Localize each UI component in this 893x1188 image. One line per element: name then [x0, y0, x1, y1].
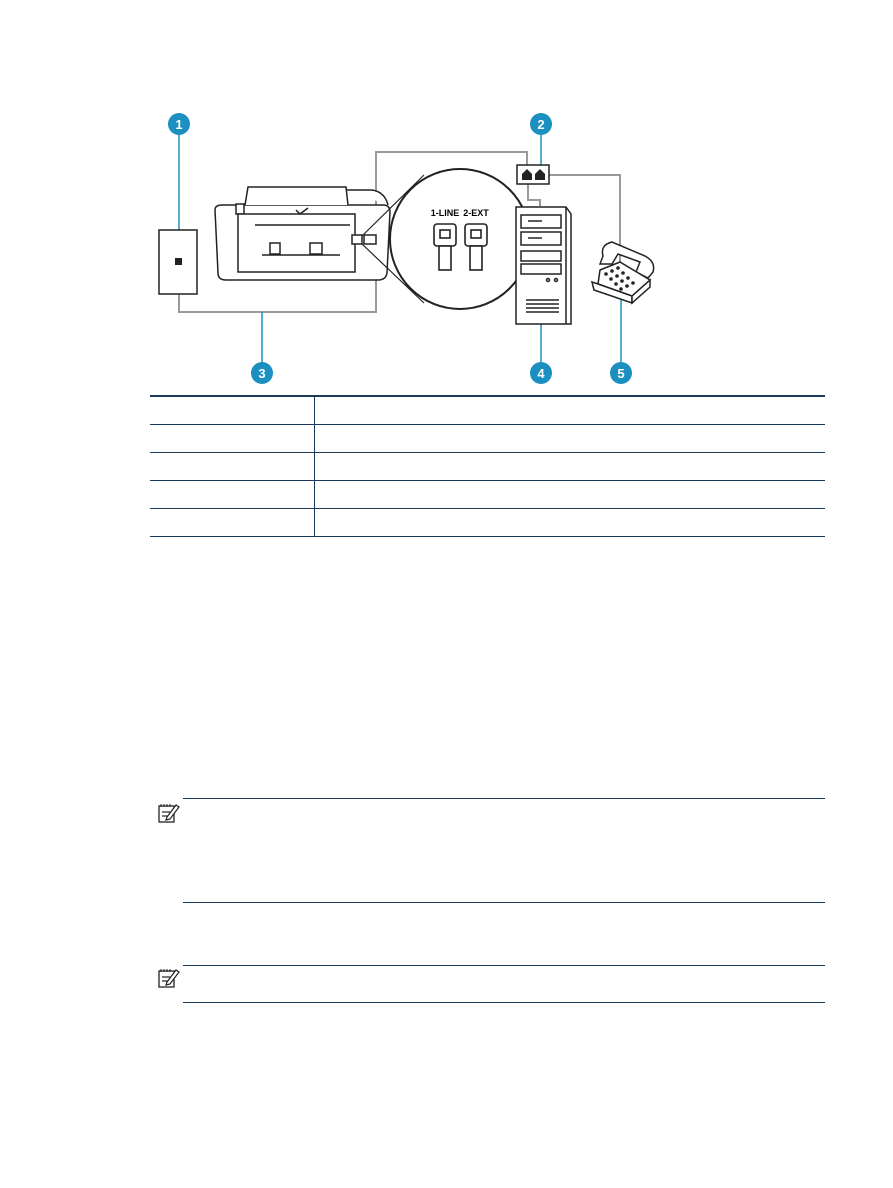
telephone-icon [592, 242, 654, 303]
svg-text:1: 1 [175, 117, 183, 132]
svg-text:5: 5 [617, 366, 625, 381]
legend-row [150, 425, 825, 453]
computer-tower-icon [516, 207, 571, 324]
legend-value [315, 453, 826, 481]
wall-jack-icon [159, 230, 197, 294]
port-label-ext: 2-EXT [463, 208, 489, 218]
legend-row [150, 509, 825, 537]
note-icon [158, 803, 180, 823]
note-icon [158, 968, 180, 988]
legend-row [150, 453, 825, 481]
legend-key [150, 425, 315, 453]
legend-value [315, 425, 826, 453]
note-text [183, 799, 825, 815]
legend-key [150, 509, 315, 537]
legend-value [315, 396, 826, 425]
legend-value [315, 481, 826, 509]
callout-3 [251, 362, 273, 384]
callout-1 [168, 113, 190, 135]
legend-key [150, 396, 315, 425]
svg-text:3: 3 [258, 366, 266, 381]
svg-text:4: 4 [537, 366, 545, 381]
callout-2 [530, 113, 552, 135]
note-box [183, 798, 825, 903]
note-text [183, 966, 825, 982]
callout-4 [530, 362, 552, 384]
legend-table [150, 395, 825, 537]
splitter-icon [517, 165, 549, 184]
legend-key [150, 481, 315, 509]
port-label-line: 1-LINE [430, 208, 460, 218]
legend-row [150, 396, 825, 425]
legend-key [150, 453, 315, 481]
note-box [183, 965, 825, 1003]
callout-5 [610, 362, 632, 384]
legend-value [315, 509, 826, 537]
phone-line-setup-diagram [0, 0, 893, 395]
legend-row [150, 481, 825, 509]
svg-text:2: 2 [537, 117, 545, 132]
